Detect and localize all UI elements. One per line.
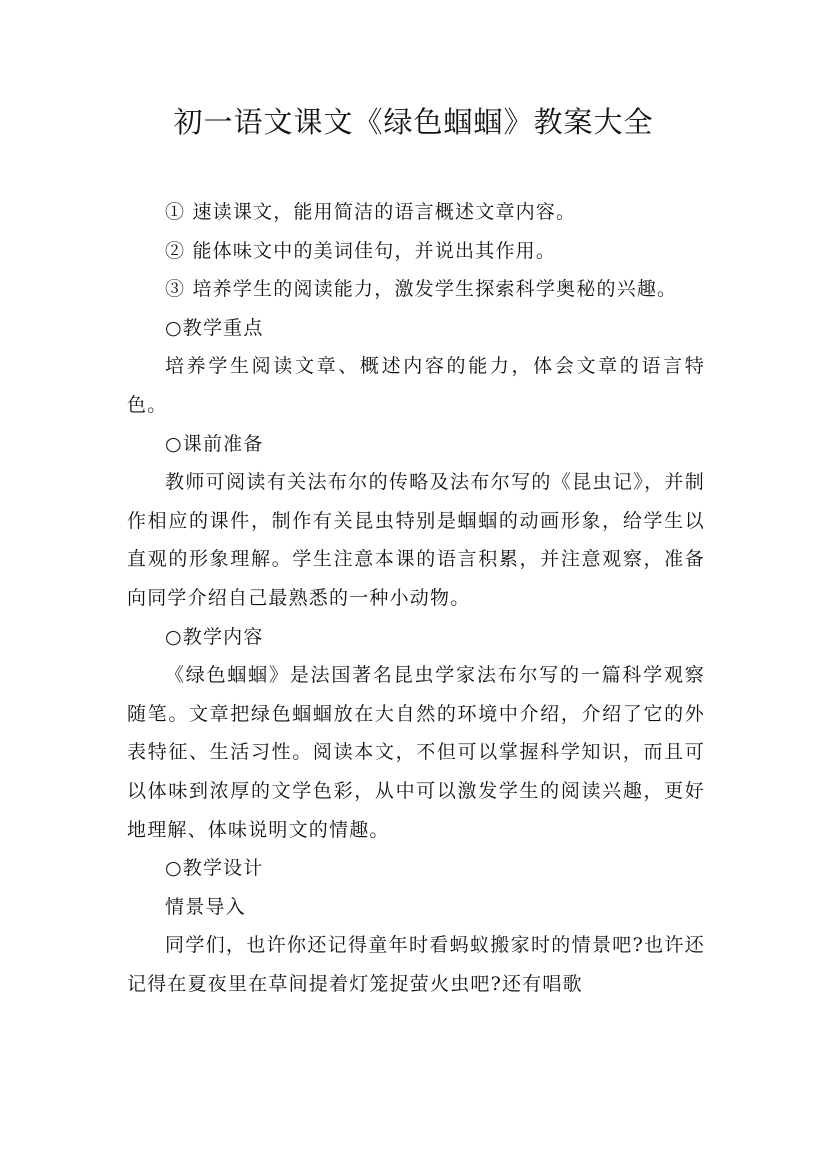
document-title: 初一语文课文《绿色蝈蝈》教案大全 — [173, 105, 654, 139]
paragraph-preparation: 教师可阅读有关法布尔的传略及法布尔写的《昆虫记》，并制作相应的课件，制作有关昆虫特别是蝈蝈的动画形象，给学生以直观的形象理解。学生注意本课的语言积累，并注意观察，准备向同学介绍自己最熟悉的一种小动物。 — [127, 471, 705, 609]
objective-2: ② 能体味文中的美词佳句，并说出其作用。 — [165, 239, 557, 262]
paragraph-intro: 同学们，也许你还记得童年时看蚂蚁搬家时的情景吧?也许还记得在夏夜里在草间提着灯笼捉萤火虫吧?还有唱歌 — [127, 934, 705, 995]
section-heading-key-points: ○教学重点 — [165, 316, 264, 339]
objective-1: ① 速读课文，能用简洁的语言概述文章内容。 — [165, 201, 577, 223]
section-heading-preparation: ○课前准备 — [165, 432, 264, 455]
section-heading-design: ○教学设计 — [165, 857, 264, 880]
objective-3: ③ 培养学生的阅读能力，激发学生探索科学奥秘的兴趣。 — [165, 278, 678, 301]
document-body — [127, 193, 705, 1003]
subheading-intro: 情景导入 — [165, 895, 246, 918]
paragraph-key-points: 培养学生阅读文章、概述内容的能力，体会文章的语言特色。 — [127, 355, 705, 416]
section-heading-content: ○教学内容 — [165, 625, 264, 648]
paragraph-content: 《绿色蝈蝈》是法国著名昆虫学家法布尔写的一篇科学观察随笔。文章把绿色蝈蝈放在大自然的环境中介绍，介绍了它的外表特征、生活习性。阅读本文，不但可以掌握科学知识，而且可以体味到浓厚的文学色彩，从中可以激发学生的阅读兴趣，更好地理解、体味说明文的情趣。 — [127, 664, 705, 841]
